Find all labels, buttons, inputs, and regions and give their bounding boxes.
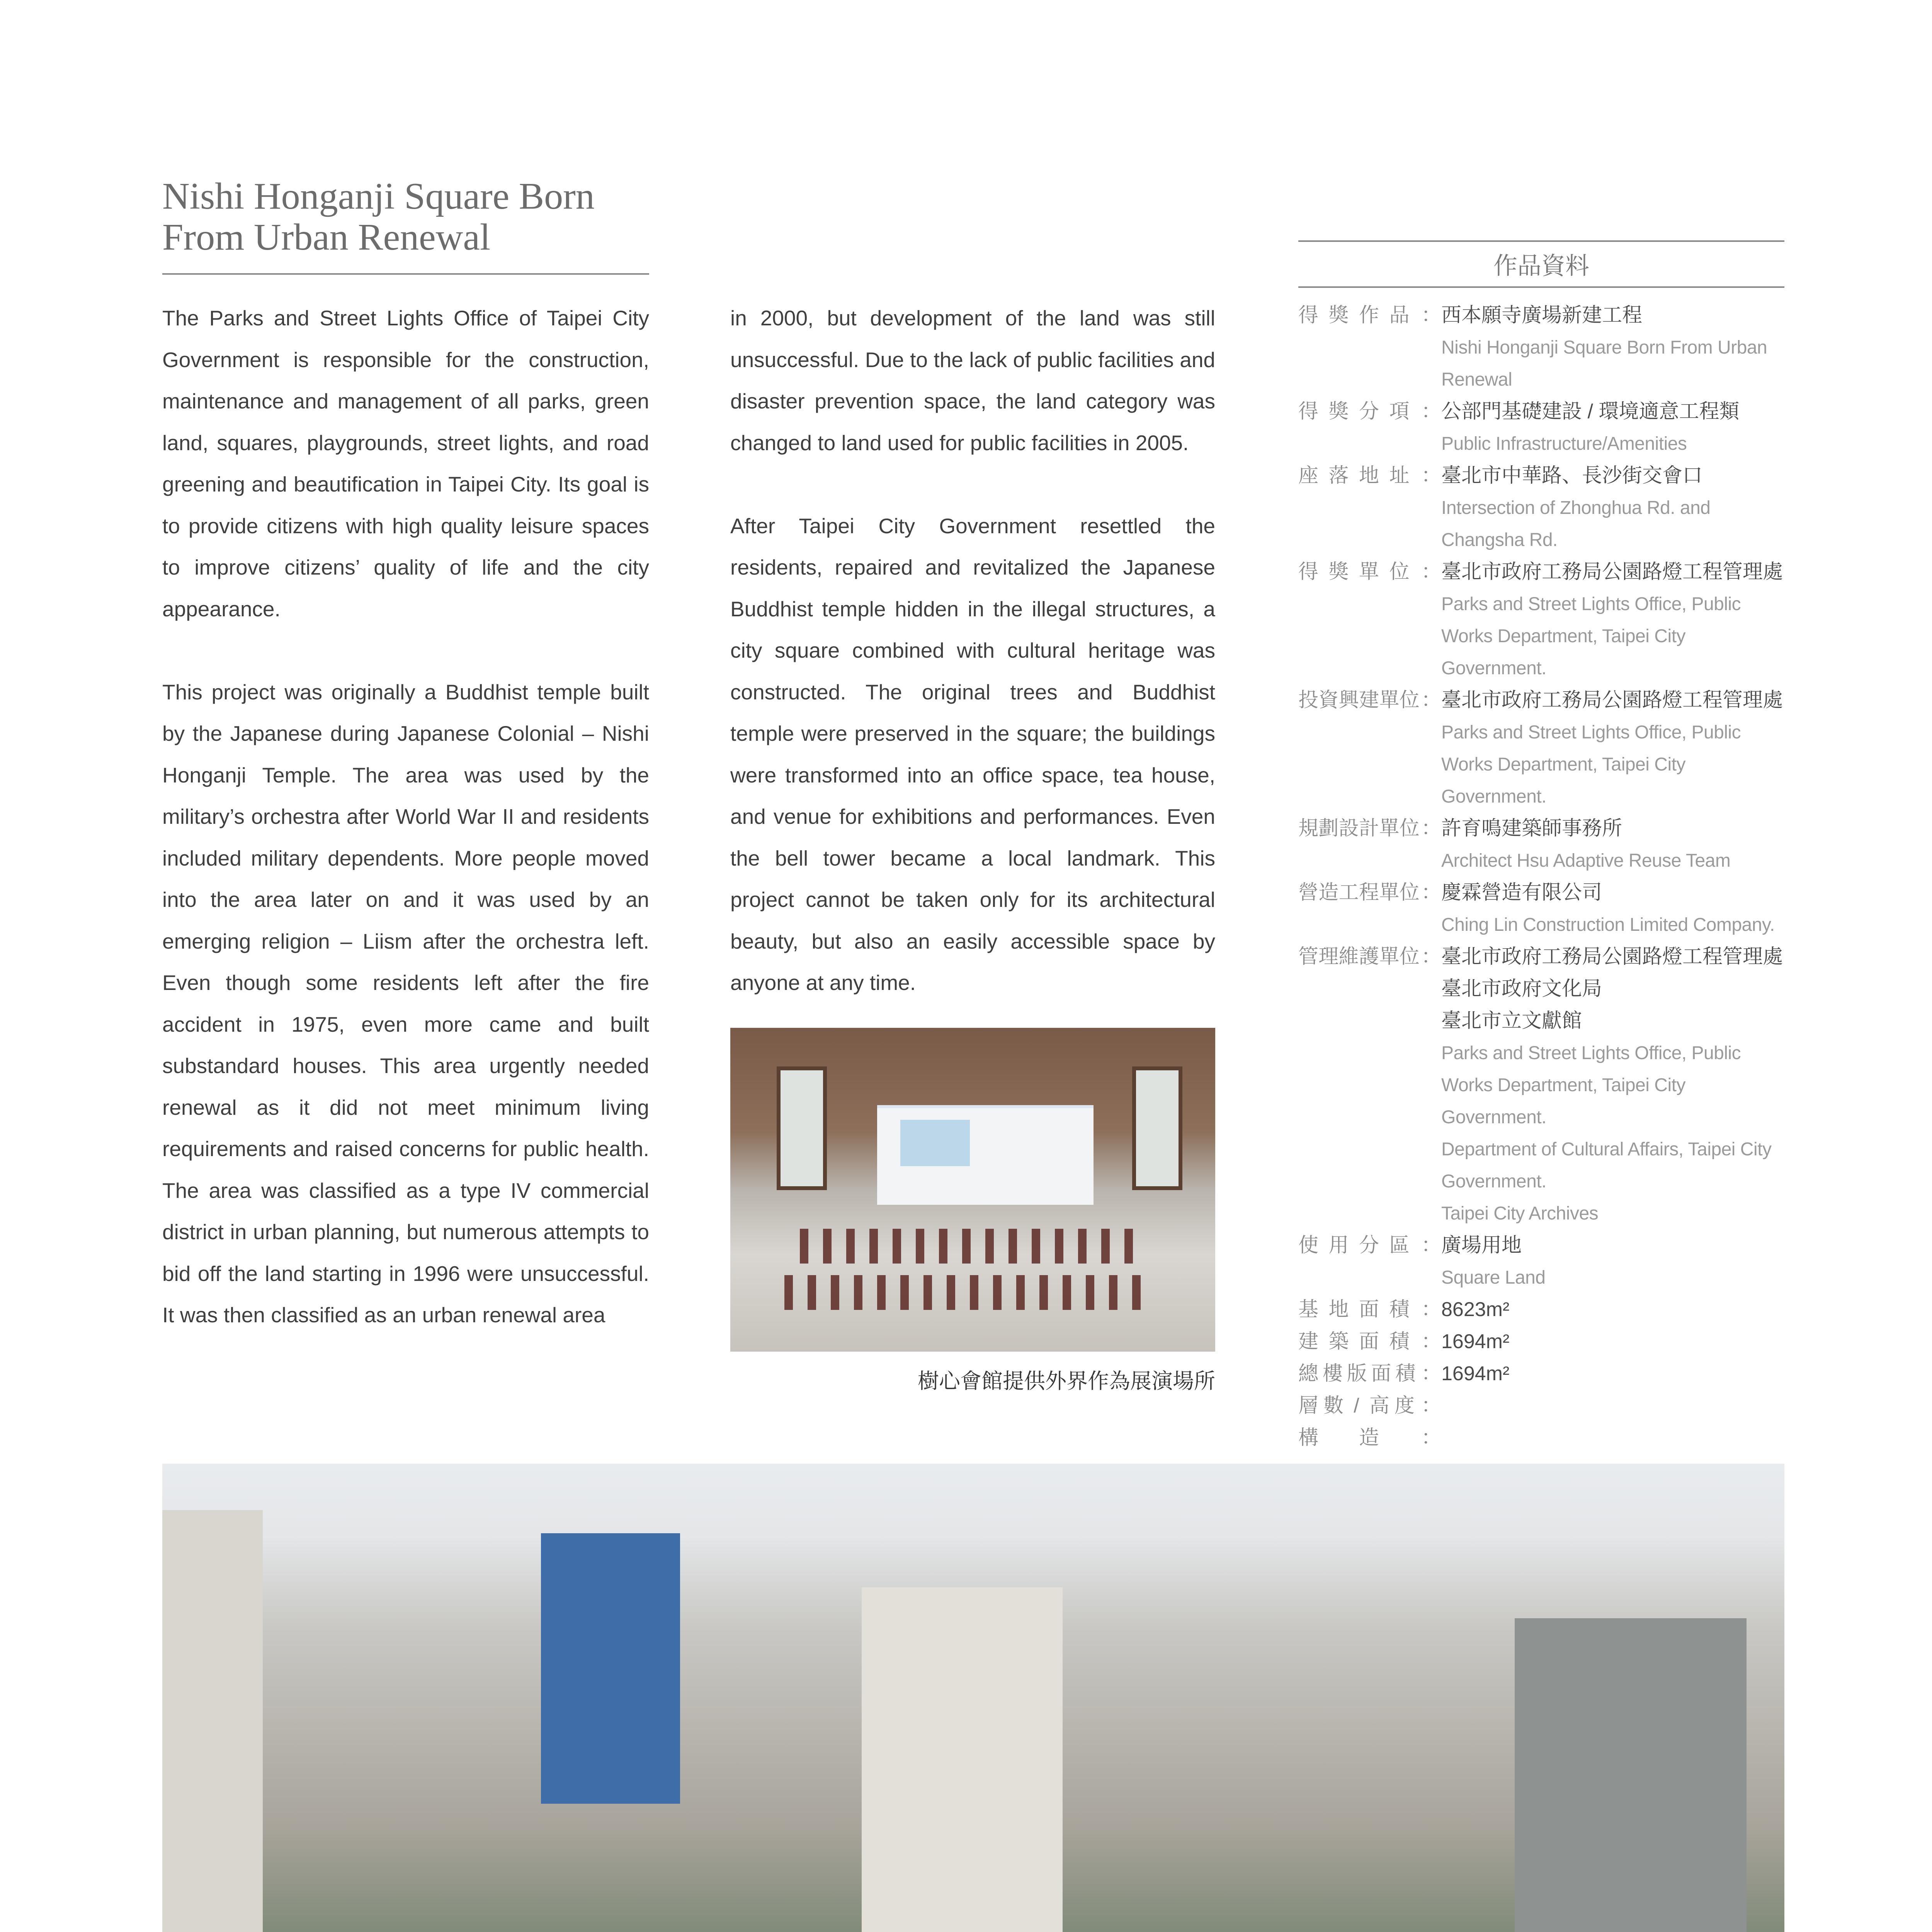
info-value-en: Architect Hsu Adaptive Reuse Team	[1441, 850, 1731, 871]
info-value-en: Ching Lin Construction Limited Company.	[1441, 915, 1775, 935]
info-value	[1441, 299, 1784, 396]
info-value	[1441, 1422, 1784, 1454]
info-row	[1298, 684, 1784, 813]
info-label: 構 造 ：	[1298, 1427, 1441, 1449]
info-row	[1298, 1358, 1784, 1390]
title-line-1: Nishi Honganji Square Born	[162, 175, 595, 217]
building-shape	[862, 1587, 1063, 1932]
info-value-en: Parks and Street Lights Office, Public Works Department, Taipei City Government.	[1441, 594, 1741, 679]
info-value-en: Intersection of Zhonghua Rd. and Changsha Rd.	[1441, 498, 1711, 550]
info-value-zh: 1694m²	[1441, 1330, 1510, 1353]
info-label: 投 資 興 建 單 位 ：	[1298, 689, 1441, 711]
info-value	[1441, 941, 1784, 1230]
info-value-en: Taipei City Archives	[1441, 1203, 1599, 1224]
info-label: 得 獎 分 項 ：	[1298, 400, 1441, 423]
info-label: 規 劃 設 計 單 位 ：	[1298, 817, 1441, 840]
info-value-en: Nishi Honganji Square Born From Urban Renewal	[1441, 337, 1767, 390]
info-value	[1441, 684, 1784, 813]
info-row	[1298, 1230, 1784, 1294]
info-row	[1298, 396, 1784, 460]
aerial-square-photo	[162, 1464, 1784, 1932]
info-label: 使 用 分 區 ：	[1298, 1234, 1441, 1257]
info-value	[1441, 556, 1784, 684]
info-value-en: Parks and Street Lights Office, Public Works Department, Taipei City Government.	[1441, 722, 1741, 807]
info-value	[1441, 1358, 1784, 1390]
info-value-zh: 臺北市立文獻館	[1441, 1010, 1582, 1032]
window-shape	[1132, 1066, 1182, 1190]
info-row	[1298, 1422, 1784, 1454]
interior-exhibition-photo	[730, 1028, 1215, 1352]
project-info-panel	[1298, 240, 1784, 1454]
info-row	[1298, 1390, 1784, 1422]
info-value-zh: 廣場用地	[1441, 1234, 1522, 1257]
info-value-zh: 臺北市中華路、長沙街交會口	[1441, 464, 1703, 487]
info-value	[1441, 460, 1784, 556]
info-value-zh: 西本願寺廣場新建工程	[1441, 304, 1643, 327]
title-line-2: From Urban Renewal	[162, 216, 491, 258]
info-value	[1441, 1230, 1784, 1294]
info-rows	[1298, 299, 1784, 1454]
info-value-zh: 1694m²	[1441, 1362, 1510, 1385]
info-value-en: Square Land	[1441, 1267, 1546, 1288]
info-label: 營 造 工 程 單 位 ：	[1298, 881, 1441, 904]
paragraph: This project was originally a Buddhist temple built by the Japanese during Japanese Colonial – Nishi Honganji Temple. The area was used by the military’s orchestra after World War II and residents included military dependents. More people moved into the area later on and it was used by an emerging religion – Liism after the orchestra left. Even though some residents left after the fire accident in 1975, even more came and built substandard houses. This area urgently needed renewal as it did not meet minimum living requirements and raised concerns for public health. The area was classified as a type IV commercial district in urban planning, but numerous attempts to bid off the land starting in 1996 were unsuccessful. It was then classified as an urban renewal area	[162, 680, 649, 1327]
info-row	[1298, 1294, 1784, 1326]
info-label: 層 數 / 高 度 ：	[1298, 1395, 1441, 1417]
body-column-1	[162, 298, 649, 1336]
info-label: 得 獎 作 品 ：	[1298, 304, 1441, 327]
exhibition-panel-shape	[877, 1105, 1094, 1205]
building-shape	[1515, 1618, 1747, 1932]
article-title	[162, 176, 649, 275]
paragraph: The Parks and Street Lights Office of Taipei City Government is responsible for the construction, maintenance and management of all parks, green land, squares, playgrounds, street lights, and road greening and beautification in Taipei City. Its goal is to provide citizens with high quality leisure spaces to improve citizens’ quality of life and the city appearance.	[162, 306, 649, 621]
stool-row-shape	[784, 1275, 1155, 1310]
body-column-2	[730, 298, 1215, 1004]
photo-caption-1: 樹心會館提供外界作為展演場所	[917, 1369, 1215, 1393]
info-label: 管 理 維 護 單 位 ：	[1298, 946, 1441, 968]
info-label: 座 落 地 址 ：	[1298, 464, 1441, 487]
info-value-zh: 臺北市政府工務局公園路燈工程管理處	[1441, 561, 1783, 583]
info-value-zh: 慶霖營造有限公司	[1441, 881, 1602, 904]
info-value	[1441, 1390, 1784, 1422]
info-row	[1298, 877, 1784, 941]
info-label: 建 築 面 積 ：	[1298, 1330, 1441, 1353]
info-row	[1298, 460, 1784, 556]
info-row	[1298, 299, 1784, 396]
info-label: 基 地 面 積 ：	[1298, 1298, 1441, 1321]
info-value-zh: 許育鳴建築師事務所	[1441, 817, 1622, 840]
info-value	[1441, 1294, 1784, 1326]
info-label: 總 樓 版 面 積 ：	[1298, 1362, 1441, 1385]
window-shape	[777, 1066, 827, 1190]
info-value-en: Department of Cultural Affairs, Taipei City Government.	[1441, 1139, 1772, 1192]
info-value-zh: 臺北市政府文化局	[1441, 978, 1602, 1000]
info-row	[1298, 556, 1784, 684]
info-value-en: Public Infrastructure/Amenities	[1441, 434, 1687, 454]
paragraph: After Taipei City Government resettled the residents, repaired and revitalized the Japanese Buddhist temple hidden in the illegal structures, a city square combined with cultural heritage was constructed. The original trees and Buddhist temple were preserved in the square; the buildings were transformed into an office space, tea house, and venue for exhibitions and performances. Even the bell tower became a local landmark. This project cannot be taken only for its architectural beauty, but also an easily accessible space by anyone at any time.	[730, 514, 1215, 995]
building-shape	[541, 1533, 680, 1804]
stool-row-shape	[800, 1229, 1140, 1264]
building-shape	[162, 1510, 263, 1932]
paragraph: in 2000, but development of the land was still unsuccessful. Due to the lack of public facilities and disaster prevention space, the land category was changed to land used for public facilities in 2005.	[730, 306, 1215, 455]
info-value-zh: 臺北市政府工務局公園路燈工程管理處	[1441, 946, 1783, 968]
info-value-en: Parks and Street Lights Office, Public Works Department, Taipei City Government.	[1441, 1043, 1741, 1128]
info-row	[1298, 941, 1784, 1230]
info-label: 得 獎 單 位 ：	[1298, 561, 1441, 583]
info-value	[1441, 813, 1784, 877]
info-value-zh: 8623m²	[1441, 1298, 1510, 1321]
info-value	[1441, 877, 1784, 941]
info-value-zh: 公部門基礎建設 / 環境適意工程類	[1441, 400, 1740, 423]
info-row	[1298, 813, 1784, 877]
info-value-zh: 臺北市政府工務局公園路燈工程管理處	[1441, 689, 1783, 711]
info-value	[1441, 396, 1784, 460]
info-row	[1298, 1326, 1784, 1358]
info-heading: 作品資料	[1298, 240, 1784, 288]
info-value	[1441, 1326, 1784, 1358]
